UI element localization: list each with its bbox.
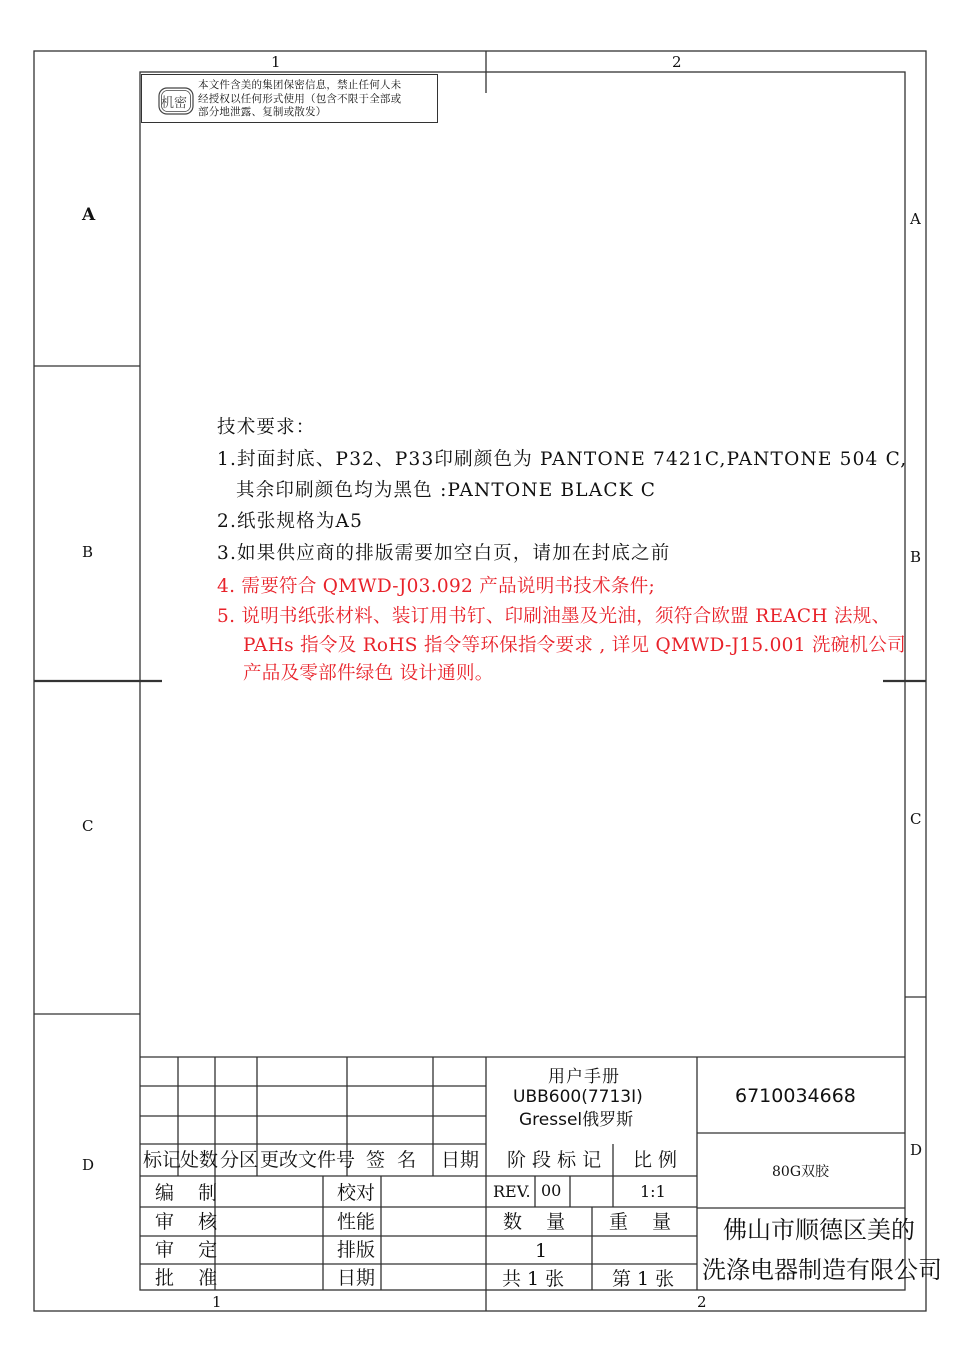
scale-value: 1:1	[640, 1182, 666, 1201]
header-date: 日期	[441, 1149, 480, 1171]
quantity-value: 1	[535, 1240, 548, 1262]
company-name-line2: 洗涤电器制造有限公司	[702, 1256, 942, 1284]
role-reviewed: 审 核	[155, 1211, 218, 1233]
role-approved-design: 审 定	[155, 1239, 218, 1261]
zone-bottom-2: 2	[697, 1293, 707, 1311]
field-layout: 排版	[337, 1239, 376, 1261]
requirements-heading: 技术要求：	[217, 417, 316, 438]
zone-bottom-1: 1	[212, 1293, 222, 1311]
field-date: 日期	[337, 1267, 376, 1289]
zone-left-c: C	[82, 817, 94, 835]
zone-left-a: A	[82, 205, 96, 225]
confidential-notice	[141, 74, 438, 123]
requirement-item-red: 产品及零部件绿色 设计通则。	[243, 663, 494, 684]
role-prepared: 编 制	[155, 1182, 218, 1204]
zone-top-1: 1	[271, 53, 281, 71]
requirement-item-red: 5. 说明书纸张材料、装订用书钉、印刷油墨及光油，须符合欧盟 REACH 法规、	[217, 606, 891, 627]
header-change-doc: 更改文件号	[260, 1149, 356, 1171]
zone-left-d: D	[82, 1156, 95, 1174]
confidential-text	[198, 79, 401, 120]
field-check: 校对	[337, 1182, 376, 1204]
seal-text: 机密	[161, 96, 188, 111]
customer-name: Gressel俄罗斯	[519, 1110, 634, 1130]
scale-label: 比 例	[633, 1149, 678, 1171]
header-mark: 标记	[143, 1149, 182, 1171]
requirement-item: 1.封面封底、P32、P33印刷颜色为 PANTONE 7421C,PANTONE 504 C,	[217, 449, 908, 470]
requirement-item: 3.如果供应商的排版需要加空白页，请加在封底之前	[217, 543, 671, 564]
zone-top-2: 2	[672, 53, 682, 71]
field-performance: 性能	[337, 1211, 376, 1233]
header-zone: 分区	[220, 1149, 259, 1171]
sheet-number: 第 1 张	[612, 1268, 675, 1290]
zone-right-c: C	[910, 810, 922, 828]
sheets-total: 共 1 张	[502, 1268, 565, 1290]
requirement-item: 其余印刷颜色均为黑色 :PANTONE BLACK C	[236, 480, 657, 501]
requirement-item-red: 4. 需要符合 QMWD-J03.092 产品说明书技术条件;	[217, 576, 656, 597]
role-authorized: 批 准	[155, 1267, 218, 1289]
stage-mark-label: 阶 段 标 记	[507, 1149, 602, 1171]
part-number: 6710034668	[735, 1085, 856, 1107]
company-name-line1: 佛山市顺德区美的	[723, 1216, 915, 1244]
weight-label: 重 量	[609, 1211, 672, 1233]
requirement-item: 2.纸张规格为A5	[217, 511, 364, 532]
header-count: 处数	[180, 1149, 219, 1171]
confidential-line: 经授权以任何形式使用（包含不限于全部或	[198, 92, 402, 105]
quantity-label: 数 量	[503, 1211, 566, 1233]
rev-value: 00	[541, 1181, 562, 1200]
header-signature: 签 名	[366, 1149, 417, 1171]
zone-left-b: B	[82, 543, 94, 561]
rev-label: REV.	[493, 1182, 531, 1201]
confidential-line: 部分地泄露、复制或散发）	[198, 106, 327, 118]
zone-right-d: D	[910, 1141, 923, 1159]
material-spec: 80G双胶	[772, 1164, 829, 1180]
zone-right-a: A	[910, 210, 921, 228]
confidential-line: 本文件含美的集团保密信息，禁止任何人未	[198, 79, 402, 91]
model-name: UBB600(7713I)	[513, 1087, 643, 1107]
zone-right-b: B	[910, 548, 922, 566]
requirement-item-red: PAHs 指令及 RoHS 指令等环保指令要求 , 详见 QMWD-J15.001 洗碗机公司	[243, 635, 906, 656]
doc-name: 用户手册	[548, 1067, 620, 1087]
